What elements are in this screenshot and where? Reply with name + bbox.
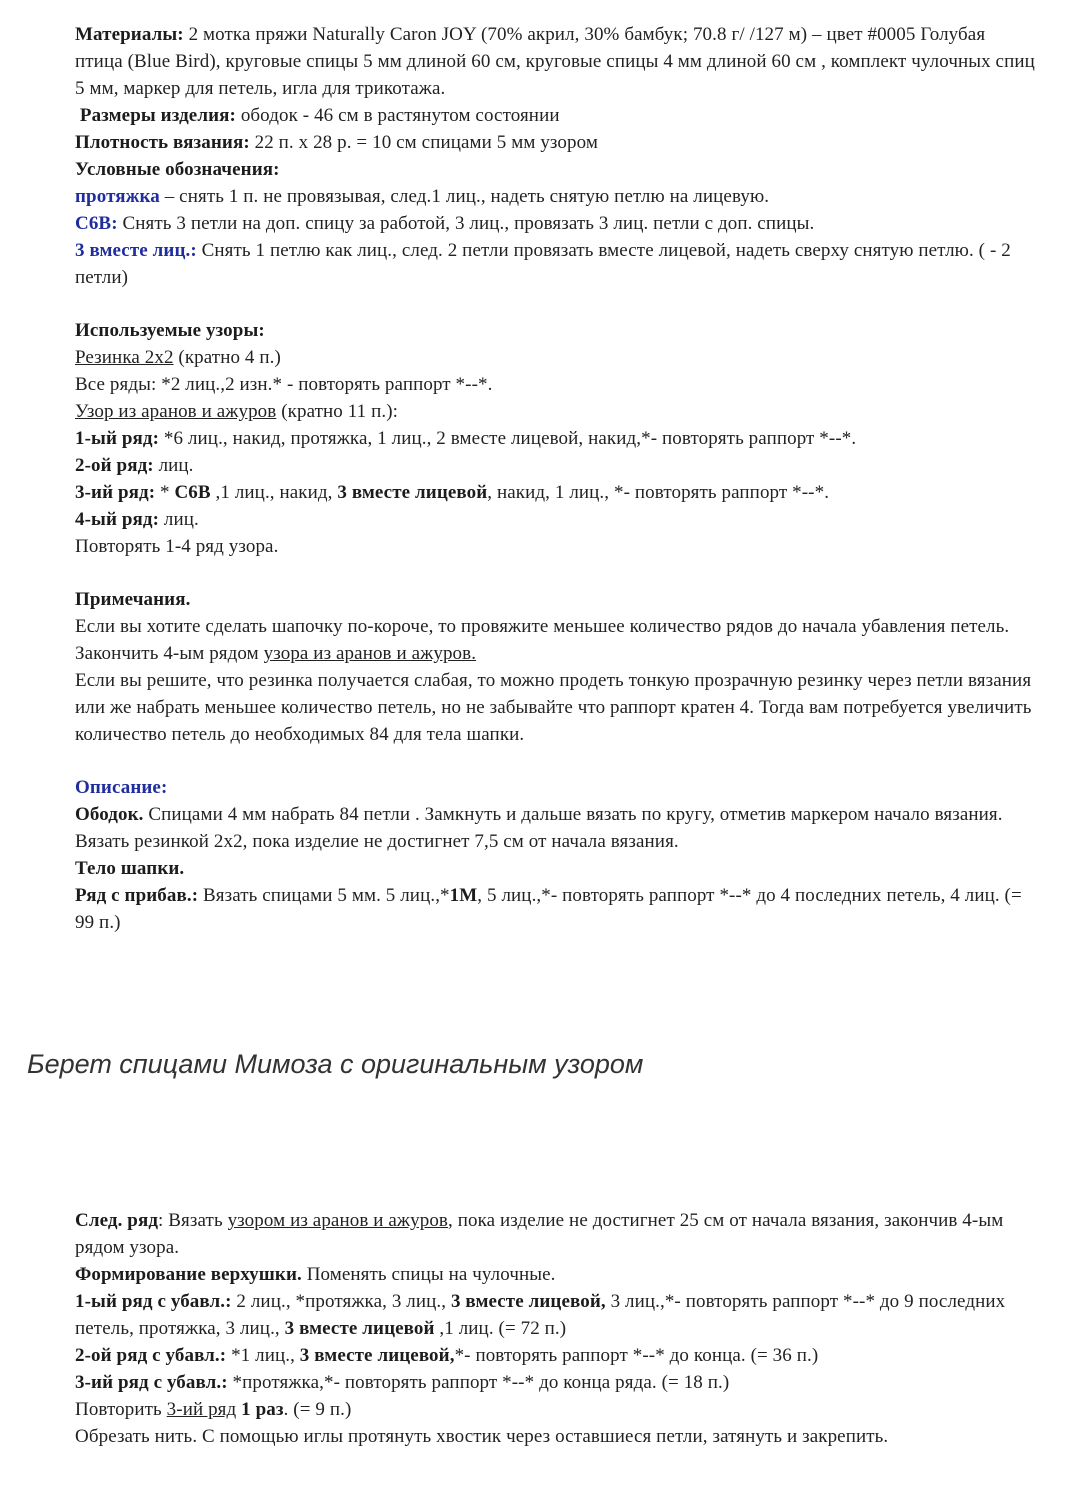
decrease-row-2: 2-ой ряд с убавл.: *1 лиц., 3 вместе лицевой,*- повторять раппорт *--* до конца. (= 36 п.): [75, 1345, 819, 1366]
aran-row-2: 2-ой ряд: лиц.: [75, 455, 194, 476]
note-loose-ribbing: Если вы решите, что резинка получается слабая, то можно продеть тонкую прозрачную резинку через петли вязания или же набрать меньшее количество петель, но не забывайте что раппорт кратен 4. Тогда вам потребуется увеличить количество петель до необходимых 84 для тела шапки.: [75, 670, 1032, 745]
crown-paragraph: Формирование верхушки. Поменять спицы на чулочные.: [75, 1264, 556, 1285]
legend-item-3-together: 3 вместе лиц.: Снять 1 петлю как лиц., след. 2 петли провязать вместе лицевой, надеть сверху снятую петлю. ( - 2 петли): [75, 240, 1011, 288]
legend-item-protyazhka: протяжка – снять 1 п. не провязывая, след.1 лиц., надеть снятую петлю на лицевую.: [75, 186, 770, 207]
band-rib-paragraph: Вязать резинкой 2х2, пока изделие не достигнет 7,5 см от начала вязания.: [75, 831, 679, 852]
increase-row: Ряд с прибав.: Вязать спицами 5 мм. 5 лиц.,*1М, 5 лиц.,*- повторять раппорт *--* до 4 последних петель, 4 лиц. (= 99 п.): [75, 885, 1022, 933]
legend-item-c6b: С6В: Снять 3 петли на доп. спицу за работой, 3 лиц., провязать 3 лиц. петли с доп. спицы.: [75, 213, 815, 234]
pattern-page-2: [75, 1207, 1035, 1450]
article-caption: Берет спицами Мимоза с оригинальным узором: [27, 1049, 644, 1079]
aran-row-4: 4-ый ряд: лиц.: [75, 509, 199, 530]
decrease-row-3: 3-ий ряд с убавл.: *протяжка,*- повторять раппорт *--* до конца ряда. (= 18 п.): [75, 1372, 730, 1393]
aran-row-1: 1-ый ряд: *6 лиц., накид, протяжка, 1 лиц., 2 вместе лицевой, накид,*- повторять раппорт *--*.: [75, 428, 857, 449]
rib-pattern-rows: Все ряды: *2 лиц.,2 изн.* - повторять раппорт *--*.: [75, 374, 493, 395]
finish-paragraph: Обрезать нить. С помощью иглы протянуть хвостик через оставшиеся петли, затянуть и закрепить.: [75, 1426, 889, 1447]
materials-paragraph: Материалы: 2 мотка пряжи Naturally Caron JOY (70% акрил, 30% бамбук; 70.8 г/ /127 м) – цвет #0005 Голубая птица (Blue Bird), круговые спицы 5 мм длиной 60 см, круговые спицы 4 мм длиной 60 см , комплект чулочных спиц 5 мм, маркер для петель, игла для трикотажа.: [75, 24, 1035, 99]
aran-repeat-note: Повторять 1-4 ряд узора.: [75, 536, 279, 557]
repeat-row-paragraph: Повторить 3-ий ряд 1 раз. (= 9 п.): [75, 1399, 352, 1420]
pattern-page-1: [75, 21, 1035, 936]
legend-title: Условные обозначения:: [75, 159, 280, 180]
body-title: Тело шапки.: [75, 858, 185, 879]
rib-pattern-heading: Резинка 2х2 (кратно 4 п.): [75, 347, 281, 368]
description-title: Описание:: [75, 777, 168, 798]
size-paragraph: Размеры изделия: ободок - 46 см в растянутом состоянии: [79, 105, 560, 126]
gauge-paragraph: Плотность вязания: 22 п. х 28 р. = 10 см спицами 5 мм узором: [75, 132, 598, 153]
notes-title: Примечания.: [75, 589, 191, 610]
patterns-title: Используемые узоры:: [75, 320, 265, 341]
band-paragraph: Ободок. Спицами 4 мм набрать 84 петли . Замкнуть и дальше вязать по кругу, отметив маркером начало вязания.: [75, 804, 1003, 825]
aran-row-3: 3-ий ряд: * С6В ,1 лиц., накид, 3 вместе лицевой, накид, 1 лиц., *- повторять раппорт *--*.: [75, 482, 830, 503]
decrease-row-1: 1-ый ряд с убавл.: 2 лиц., *протяжка, 3 лиц., 3 вместе лицевой, 3 лиц.,*- повторять раппорт *--* до 9 последних петель, протяжка, 3 лиц., 3 вместе лицевой ,1 лиц. (= 72 п.): [75, 1291, 1006, 1339]
next-row-paragraph: След. ряд: Вязать узором из аранов и ажуров, пока изделие не достигнет 25 см от начала вязания, закончив 4-ым рядом узора.: [75, 1210, 1004, 1258]
note-shorter-hat: Если вы хотите сделать шапочку по-короче, то провяжите меньшее количество рядов до начала убавления петель. Закончить 4-ым рядом узора из аранов и ажуров.: [75, 616, 1010, 664]
aran-pattern-heading: Узор из аранов и ажуров (кратно 11 п.):: [75, 401, 398, 422]
